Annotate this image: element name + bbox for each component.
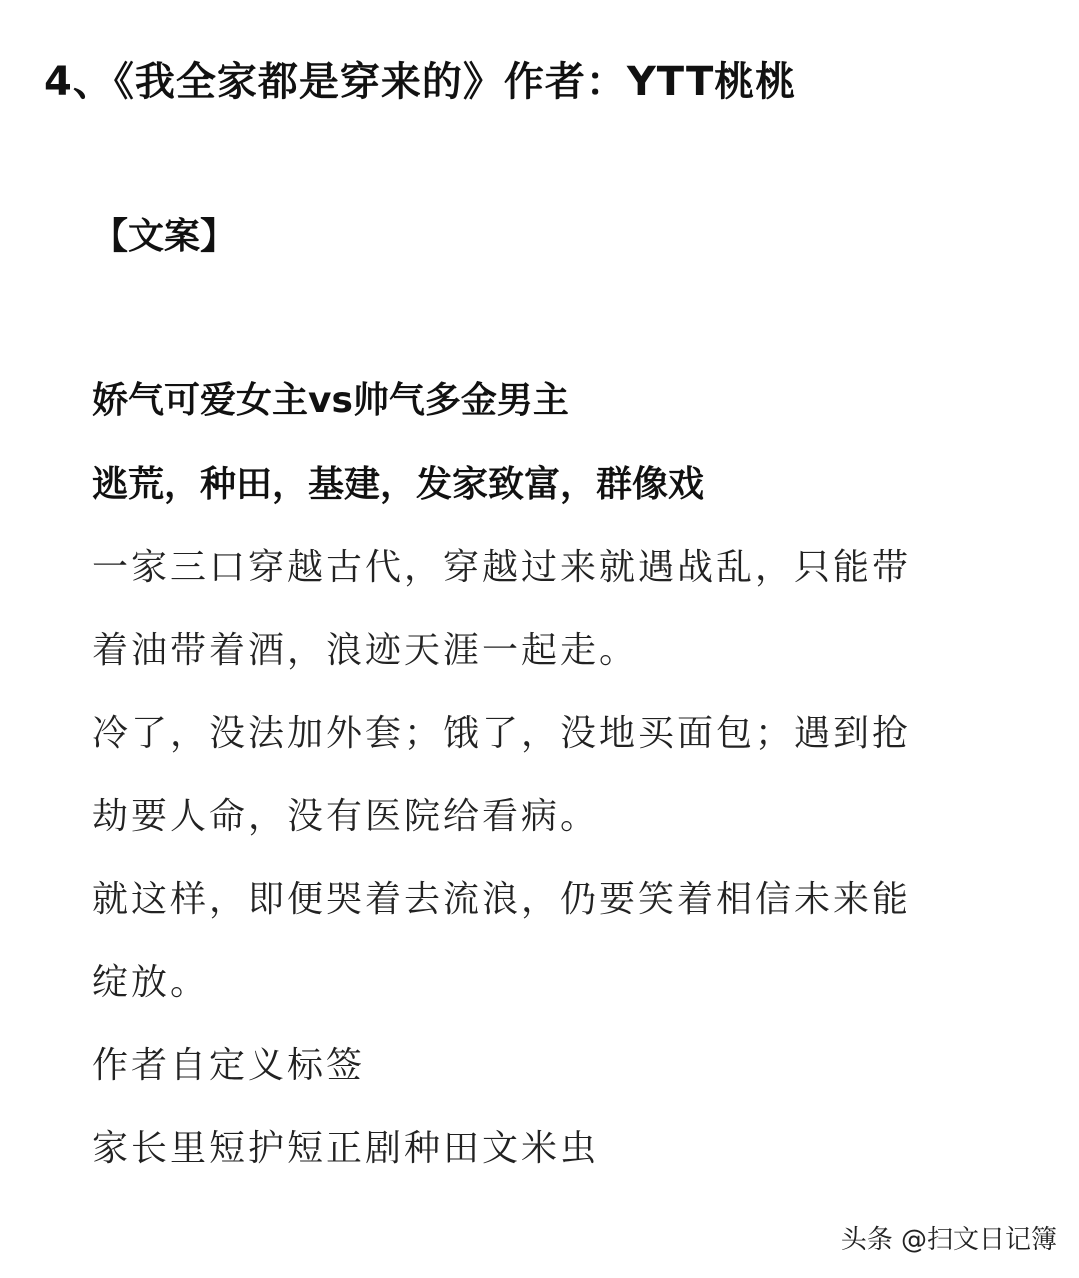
author-tags-label: 作者自定义标签 [92, 1045, 366, 1086]
synopsis-line-6: 绽放。 [92, 962, 210, 1003]
synopsis-line-4: 劫要人命，没有医院给看病。 [92, 796, 600, 837]
synopsis-line-1: 一家三口穿越古代，穿越过来就遇战乱，只能带 [92, 547, 912, 588]
book-title-heading: 4、《我全家都是穿来的》作者：YTT桃桃 [44, 59, 797, 105]
watermark: 头条 @扫文日记簿 [840, 1225, 1057, 1255]
tagline-genres: 逃荒，种田，基建，发家致富，群像戏 [92, 464, 705, 505]
synopsis-section-label: 【文案】 [92, 216, 237, 257]
synopsis-line-3: 冷了，没法加外套；饿了，没地买面包；遇到抢 [92, 713, 912, 754]
author-tags-value: 家长里短护短正剧种田文米虫 [92, 1128, 600, 1169]
synopsis-line-2: 着油带着酒，浪迹天涯一起走。 [92, 630, 639, 671]
synopsis-line-5: 就这样，即便哭着去流浪，仍要笑着相信未来能 [92, 879, 912, 920]
tagline-heroine-hero: 娇气可爱女主vs帅气多金男主 [92, 380, 569, 421]
